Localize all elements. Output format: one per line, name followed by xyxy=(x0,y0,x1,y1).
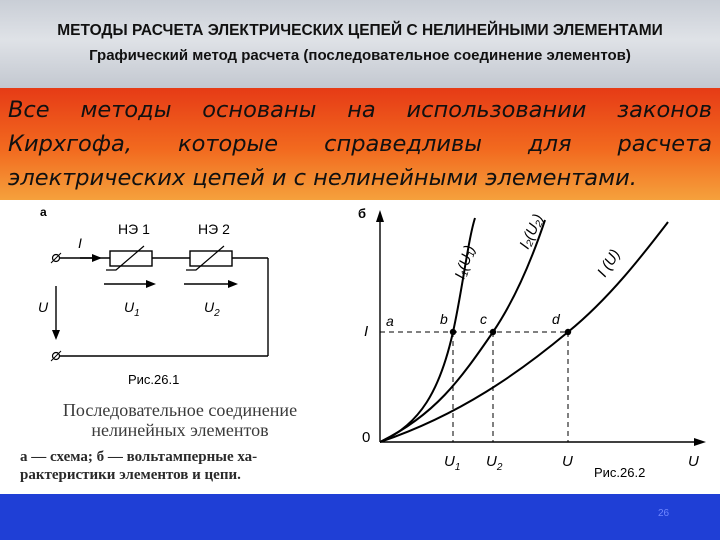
intro-line-2: Кирхгофа, которые справедливы для расчета xyxy=(8,131,712,157)
intro-text xyxy=(8,93,712,195)
x-tick-u2: $U_2$ xyxy=(486,453,503,473)
point-d-label: d xyxy=(552,311,560,327)
point-b-label: b xyxy=(440,311,448,327)
slide-subtitle: Графический метод расчета (последовательное соединение элементов) xyxy=(89,47,631,64)
intro-line-1: Все методы основаны на использовании законов xyxy=(8,97,712,123)
element1-label: НЭ 1 xyxy=(118,221,150,237)
slide-title: МЕТОДЫ РАСЧЕТА ЭЛЕКТРИЧЕСКИХ ЦЕПЕЙ С НЕЛИНЕЙНЫМИ ЭЛЕМЕНТАМИ xyxy=(57,22,663,39)
graph-panel-letter: б xyxy=(358,206,367,221)
x-tick-u: U xyxy=(562,453,573,470)
caption-title-line2: нелинейных элементов xyxy=(91,420,269,440)
iv-graph xyxy=(340,200,720,490)
element2-box xyxy=(190,251,232,266)
point-a-label: a xyxy=(386,313,394,329)
u1-label: $U_1$ xyxy=(124,299,140,319)
circuit-schematic xyxy=(20,200,280,375)
header-bar xyxy=(0,0,720,88)
u2-label: $U_2$ xyxy=(204,299,220,319)
element2-label: НЭ 2 xyxy=(198,221,230,237)
schematic-panel-letter: а xyxy=(40,205,47,219)
curve-i-label: I (U) xyxy=(593,246,624,281)
curve-i2-label: I₂(U₂) xyxy=(516,211,548,252)
footer-bar xyxy=(0,494,720,540)
curve-i1-label: I₁(U₁) xyxy=(451,243,479,282)
intro-line-3: электрических цепей и с нелинейными элементами. xyxy=(8,165,637,191)
point-b xyxy=(450,329,456,335)
fig1-label: Рис.26.1 xyxy=(128,372,180,387)
page-number: 26 xyxy=(658,508,670,519)
y-level-label: I xyxy=(364,323,369,340)
point-d xyxy=(565,329,571,335)
element1-box xyxy=(110,251,152,266)
point-c xyxy=(490,329,496,335)
x-tick-u1: $U_1$ xyxy=(444,453,461,473)
caption-title-line1: Последовательное соединение xyxy=(62,400,298,420)
caption-desc-line1: а — схема; б — вольтамперные ха- xyxy=(20,449,258,465)
current-label: I xyxy=(78,235,82,251)
origin-label: 0 xyxy=(362,429,371,446)
fig2-label: Рис.26.2 xyxy=(594,465,646,480)
x-axis-label: U xyxy=(688,453,699,470)
figure-caption xyxy=(20,400,340,484)
voltage-label: U xyxy=(38,299,49,315)
point-c-label: c xyxy=(480,311,487,327)
caption-desc-line2: рактеристики элементов и цепи. xyxy=(20,467,241,483)
